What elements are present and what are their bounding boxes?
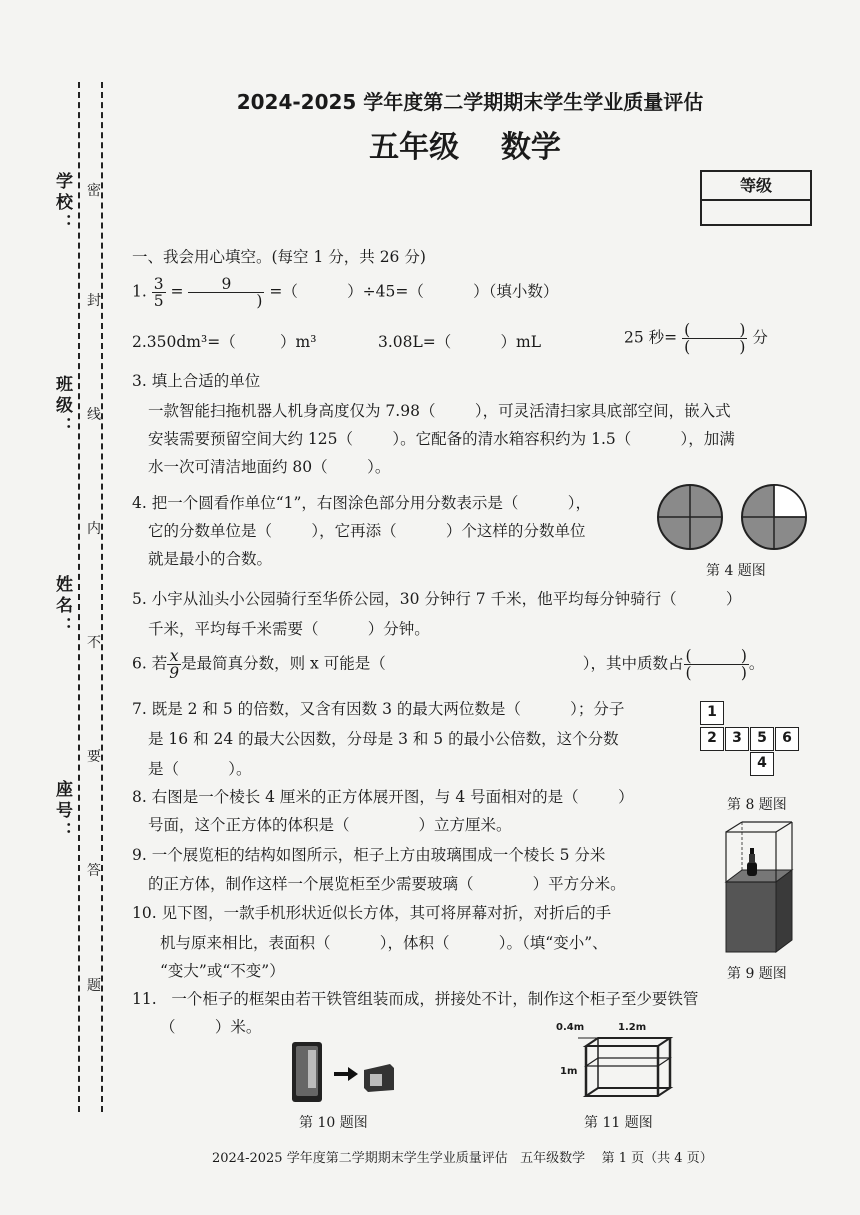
figure-caption: 第 11 题图: [584, 1115, 653, 1131]
question-11-line: （ ）米。: [160, 1018, 262, 1036]
dimension-length: 1.2m: [618, 1022, 647, 1033]
name-field-label: 姓名：: [52, 575, 72, 638]
question-1: [132, 276, 558, 309]
figure-caption: 第 10 题图: [299, 1115, 368, 1131]
grade-box-label: 等级: [702, 172, 810, 201]
question-10-line: 机与原来相比，表面积（ ），体积（ ）。（填“变小”、: [160, 934, 608, 952]
school-field-label: 学校：: [52, 172, 72, 235]
seal-char: 不: [87, 635, 101, 651]
net-face: 3: [725, 727, 749, 751]
cabinet-frame-diagram: [574, 1032, 674, 1102]
question-10-line: “变大”或“不变”）: [160, 962, 285, 980]
seal-char: 线: [87, 407, 101, 423]
display-cabinet-diagram: [718, 820, 796, 955]
question-8-line: 号面，这个正方体的体积是（ ）立方厘米。: [148, 816, 512, 834]
fraction: $\frac{3}{5}$: [153, 275, 164, 310]
folding-phone-diagram: [290, 1040, 400, 1104]
figure-caption: 第 9 题图: [727, 966, 787, 982]
seat-field-label: 座号：: [52, 780, 72, 843]
binding-line-inner: [101, 82, 103, 1112]
seal-char: 封: [87, 293, 101, 309]
question-3-head: 3. 填上合适的单位: [132, 372, 261, 390]
seal-char: 内: [87, 521, 101, 537]
fraction-blank[interactable]: $\frac{( )}{( )}$: [685, 647, 747, 682]
exam-title: 2024-2025 学年度第二学期期末学生学业质量评估: [236, 90, 704, 114]
net-face: 6: [775, 727, 799, 751]
question-2a: 2.350dm³=（ ）m³: [132, 333, 317, 351]
question-5-line: 千米，平均每千米需要（ ）分钟。: [148, 620, 430, 638]
question-5-line: 5. 小宇从汕头小公园骑行至华侨公园，30 分钟行 7 千米，他平均每分钟骑行（ ）: [132, 590, 742, 608]
fraction: $\frac{x}{9}$: [169, 647, 180, 682]
circle-right: [742, 485, 806, 549]
net-face: 4: [750, 752, 774, 776]
section-heading: 一、我会用心填空。(每空 1 分，共 26 分): [132, 248, 426, 266]
net-face: 2: [700, 727, 724, 751]
q4-circle-diagram: [655, 482, 811, 552]
seal-char: 题: [87, 978, 101, 994]
question-3-line: 水一次可清洁地面约 80（ ）。: [148, 458, 391, 476]
binding-line-outer: [78, 82, 80, 1112]
grade-box: [700, 170, 812, 226]
question-7-line: 7. 既是 2 和 5 的倍数，又含有因数 3 的最大两位数是（ ）；分子: [132, 700, 625, 718]
question-9-line: 9. 一个展览柜的结构如图所示，柜子上方由玻璃围成一个棱长 5 分米: [132, 846, 606, 864]
question-4-line: 4. 把一个圆看作单位“1”，右图涂色部分用分数表示是（ ），: [132, 494, 591, 512]
circle-left: [658, 485, 722, 549]
class-field-label: 班级：: [52, 375, 72, 438]
question-3-line: 一款智能扫拖机器人机身高度仅为 7.98（ ），可灵活清扫家具底部空间，嵌入式: [148, 402, 731, 420]
fraction-blank[interactable]: $\frac{( )}{( )}$: [684, 321, 746, 356]
question-11-line: 11. 一个柜子的框架由若干铁管组装而成，拼接处不计，制作这个柜子至少要铁管: [132, 990, 699, 1008]
question-4-line: 它的分数单位是（ ），它再添（ ）个这样的分数单位: [148, 522, 586, 540]
seal-char: 答: [87, 863, 101, 879]
question-number: 1.: [132, 282, 147, 301]
seal-char: 要: [87, 749, 101, 765]
question-10-line: 10. 见下图，一款手机形状近似长方体，其可将屏幕对折，对折后的手: [132, 904, 612, 922]
question-4-line: 就是最小的合数。: [148, 550, 273, 568]
question-text: =（ ）÷45=（ ）（填小数）: [269, 282, 559, 301]
figure-caption: 第 4 题图: [706, 563, 766, 579]
dimension-depth: 0.4m: [556, 1022, 585, 1033]
question-7-line: 是 16 和 24 的最大公因数，分母是 3 和 5 的最小公倍数，这个分数: [148, 730, 619, 748]
figure-caption: 第 8 题图: [727, 797, 787, 813]
question-7-line: 是（ ）。: [148, 760, 252, 778]
cube-net-diagram: [700, 701, 800, 777]
net-face: 5: [750, 727, 774, 751]
seal-char: 密: [87, 183, 101, 199]
question-6: 6. 若 $\frac{x}{9}$ 是最简真分数，则 x 可能是（ ），其中质数占 $\frac{( )}{( )}$ 。: [132, 647, 765, 682]
equals-sign: =: [170, 282, 184, 301]
question-8-line: 8. 右图是一个棱长 4 厘米的正方体展开图，与 4 号面相对的是（ ）: [132, 788, 634, 806]
question-2b: 3.08L=（ ）mL: [378, 333, 542, 351]
exam-subject: 五年级 数学: [369, 130, 561, 165]
question-3-line: 安装需要预留空间大约 125（ ）。它配备的清水箱容积约为 1.5（ ），加满: [148, 430, 735, 448]
question-2c: 25 秒= $\frac{( )}{( )}$ 分: [624, 321, 768, 356]
net-face: 1: [700, 701, 724, 725]
page-footer: 2024-2025 学年度第二学期期末学生学业质量评估 五年级数学 第 1 页（共 4 页）: [212, 1151, 713, 1166]
dimension-height: 1m: [560, 1066, 578, 1077]
grade-entry[interactable]: [702, 201, 810, 226]
fraction-blank[interactable]: $\frac{9}{)}$: [188, 276, 264, 309]
question-9-line: 的正方体，制作这样一个展览柜至少需要玻璃（ ）平方分米。: [148, 875, 626, 893]
